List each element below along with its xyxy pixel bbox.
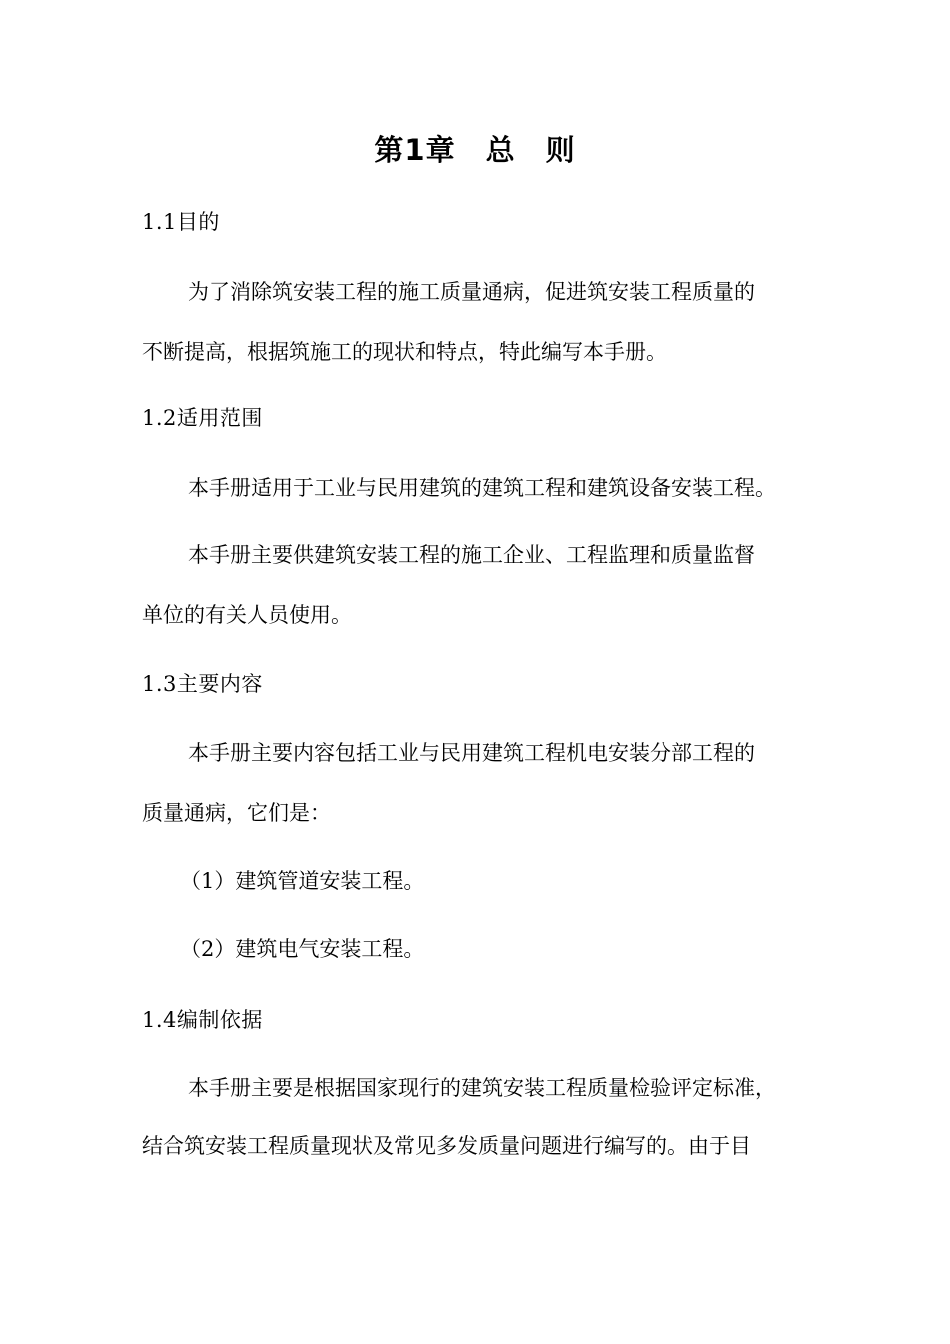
section-heading-1-3: 1.3主要内容 — [142, 672, 263, 696]
chapter-title-part2: 则 — [545, 133, 576, 167]
list-item: （2）建筑电气安装工程。 — [180, 937, 425, 961]
paragraph-line: 本手册主要内容包括工业与民用建筑工程机电安装分部工程的 — [188, 741, 755, 765]
paragraph-line: 本手册主要是根据国家现行的建筑安装工程质量检验评定标准， — [188, 1076, 776, 1100]
chapter-number: 第1章 — [374, 133, 456, 167]
section-heading-1-2: 1.2适用范围 — [142, 406, 263, 430]
section-heading-1-1: 1.1目的 — [142, 210, 220, 234]
paragraph-line: 本手册主要供建筑安装工程的施工企业、工程监理和质量监督 — [188, 543, 755, 567]
paragraph-line: 本手册适用于工业与民用建筑的建筑工程和建筑设备安装工程。 — [188, 476, 776, 500]
paragraph-line: 结合筑安装工程质量现状及常见多发质量问题进行编写的。由于目 — [142, 1134, 751, 1158]
paragraph-line: 单位的有关人员使用。 — [142, 603, 352, 627]
chapter-title-part1: 总 — [485, 133, 516, 167]
paragraph-line: 质量通病，它们是： — [142, 801, 331, 825]
list-item: （1）建筑管道安装工程。 — [180, 869, 425, 893]
section-heading-1-4: 1.4编制依据 — [142, 1008, 263, 1032]
paragraph-line: 不断提高，根据筑施工的现状和特点，特此编写本手册。 — [142, 340, 667, 364]
chapter-title — [0, 130, 950, 170]
paragraph-line: 为了消除筑安装工程的施工质量通病，促进筑安装工程质量的 — [188, 280, 755, 304]
